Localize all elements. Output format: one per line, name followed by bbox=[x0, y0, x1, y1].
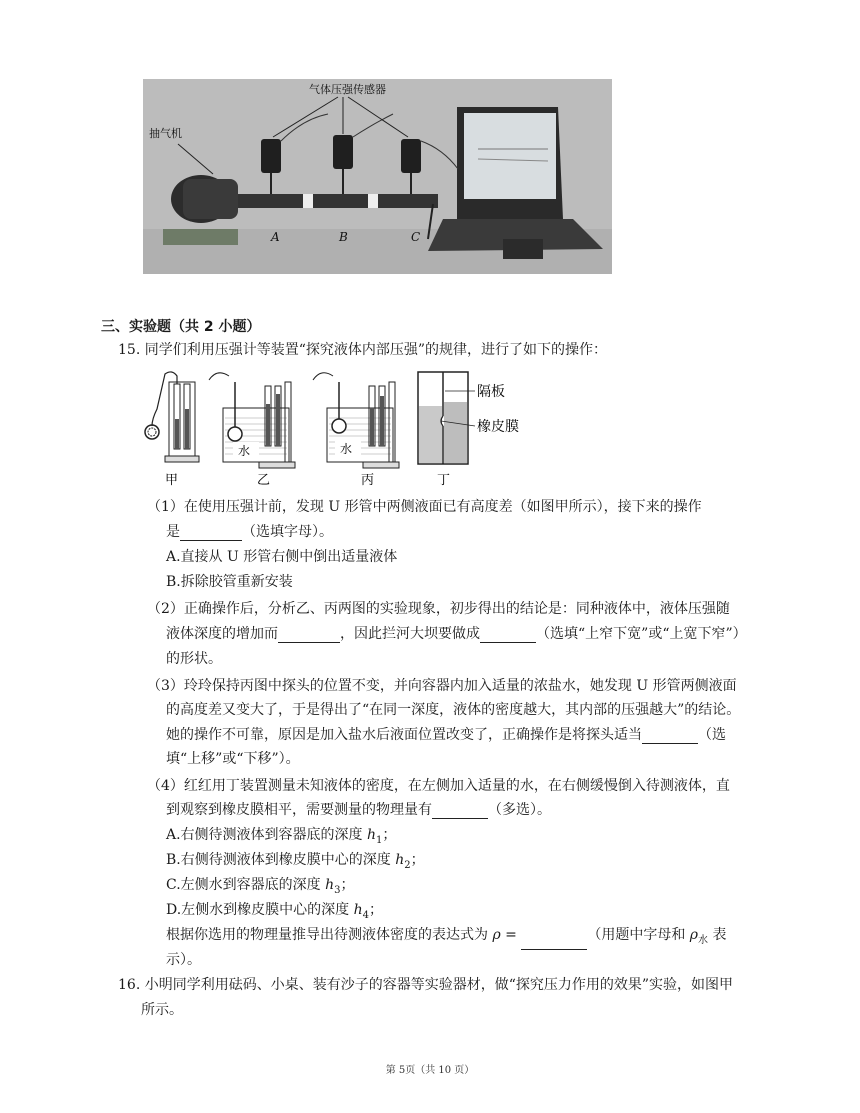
q15-part2-post: （选填“上窄下宽”或“上宽下窄”） bbox=[536, 626, 747, 642]
experiment-photo bbox=[143, 79, 612, 274]
q15-part2-line1: （2）正确操作后，分析乙、丙两图的实验现象，初步得出的结论是：同种液体中，液体压强随 bbox=[147, 601, 730, 617]
q15-part4-line4: 示）。 bbox=[166, 952, 201, 968]
q15-diagram bbox=[137, 364, 552, 494]
label-ding: 丁 bbox=[437, 473, 451, 488]
membrane-label: 橡皮膜 bbox=[477, 419, 519, 435]
q15-part3-post: （选 bbox=[698, 727, 726, 743]
option-c-text: C.左侧水到容器底的深度 bbox=[166, 877, 326, 893]
page-footer: 第 5页（共 10 页） bbox=[385, 1065, 475, 1076]
answer-blank-1[interactable] bbox=[180, 525, 242, 541]
q15-part4-post: （多选）。 bbox=[488, 802, 551, 818]
q15-part2-line3: 的形状。 bbox=[166, 651, 222, 667]
q15-part3-pre: 她的操作不可靠，原因是加入盐水后液面位置改变了，正确操作是将探头适当 bbox=[166, 727, 642, 743]
figure-bing bbox=[313, 373, 399, 488]
answer-blank-3[interactable] bbox=[480, 627, 536, 643]
sub-1: 1 bbox=[376, 834, 383, 846]
q15-part1-line2 bbox=[166, 523, 333, 541]
sub-3: 3 bbox=[334, 884, 341, 896]
semicolon-d: ； bbox=[369, 902, 384, 918]
figure-yi bbox=[209, 373, 295, 488]
water-subscript: 水 bbox=[698, 934, 709, 946]
q15-part4-line1: （4）红红用丁装置测量未知液体的密度，在左侧加入适量的水，在右侧缓慢倒入待测液体，直 bbox=[147, 778, 730, 794]
label-bing: 丙 bbox=[361, 473, 375, 488]
var-h4: h bbox=[353, 902, 363, 918]
q15-part4-expr-mid: （用题中字母和 bbox=[587, 927, 690, 943]
answer-blank-5[interactable] bbox=[432, 803, 488, 819]
sensor-label: 气体压强传感器 bbox=[309, 83, 386, 96]
point-c-label: C bbox=[411, 230, 421, 244]
q15-part1-pre: 是 bbox=[166, 524, 180, 540]
q16-line2: 所示。 bbox=[141, 1002, 183, 1018]
q15-part3-line1: （3）玲玲保持丙图中探头的位置不变，并向容器内加入适量的浓盐水，她发现 U 形管两侧液面 bbox=[147, 678, 737, 694]
semicolon-a: ； bbox=[382, 827, 397, 843]
var-h2: h bbox=[395, 852, 405, 868]
semicolon-c: ； bbox=[340, 877, 355, 893]
q15-part3-line4: 填“上移”或“下移”）。 bbox=[166, 751, 300, 767]
q15-part1-option-b: B.拆除胶管重新安装 bbox=[166, 574, 293, 590]
pump-label: 抽气机 bbox=[149, 127, 182, 140]
answer-blank-2[interactable] bbox=[278, 627, 340, 643]
q15-part3-line2: 的高度差又变大了，于是得出了“在同一深度，液体的密度越大，其内部的压强越大”的结论。 bbox=[166, 702, 741, 718]
q15-part4-option-c bbox=[166, 876, 355, 900]
answer-blank-4[interactable] bbox=[642, 728, 698, 744]
q15-part4-pre: 到观察到橡皮膜相平，需要测量的物理量有 bbox=[166, 802, 432, 818]
q15-part4-option-b bbox=[166, 851, 425, 875]
q15-part2-pre: 液体深度的增加而 bbox=[166, 626, 278, 642]
point-a-label: A bbox=[271, 230, 280, 244]
q15-part3-line3 bbox=[166, 726, 726, 744]
point-b-label: B bbox=[339, 230, 348, 244]
q15-part1-option-a: A.直接从 U 形管右侧中倒出适量液体 bbox=[166, 549, 398, 565]
sub-4: 4 bbox=[362, 909, 370, 921]
figure-jia bbox=[145, 372, 199, 488]
q16-line1: 16. 小明同学利用砝码、小桌、装有沙子的容器等实验器材，做“探究压力作用的效果”实验，如图甲 bbox=[118, 977, 734, 993]
water-label-yi: 水 bbox=[238, 444, 251, 458]
rho-equals: ρ = bbox=[492, 927, 517, 943]
option-b-text: B.右侧待测液体到橡皮膜中心的深度 bbox=[166, 852, 396, 868]
option-d-text: D.左侧水到橡皮膜中心的深度 bbox=[166, 902, 354, 918]
figure-ding bbox=[418, 372, 519, 488]
partition-label: 隔板 bbox=[477, 384, 505, 400]
q15-part4-option-a bbox=[166, 826, 396, 850]
q15-stem: 15. 同学们利用压强计等装置“探究液体内部压强”的规律，进行了如下的操作： bbox=[118, 342, 608, 358]
rho-symbol: ρ bbox=[689, 927, 699, 943]
q15-part4-expr-post: 表 bbox=[708, 927, 727, 943]
q15-part4-line2 bbox=[166, 801, 551, 819]
q15-part2-line2 bbox=[166, 625, 747, 643]
answer-blank-6[interactable] bbox=[521, 934, 587, 950]
sub-2: 2 bbox=[404, 859, 411, 871]
q15-part1-line1: （1）在使用压强计前，发现 U 形管中两侧液面已有高度差（如图甲所示），接下来的操作 bbox=[147, 499, 702, 515]
var-h1: h bbox=[367, 827, 377, 843]
water-label-bing: 水 bbox=[340, 442, 353, 456]
q15-part2-mid: ，因此拦河大坝要做成 bbox=[340, 626, 480, 642]
option-a-text: A.右侧待测液体到容器底的深度 bbox=[166, 827, 368, 843]
q15-part1-post: （选填字母）。 bbox=[242, 524, 333, 540]
q15-part4-line3 bbox=[166, 926, 726, 950]
q15-part4-option-d bbox=[166, 901, 383, 925]
label-yi: 乙 bbox=[257, 473, 271, 488]
semicolon-b: ； bbox=[410, 852, 425, 868]
q15-part4-expr-pre: 根据你选用的物理量推导出待测液体密度的表达式为 bbox=[166, 927, 493, 943]
tube-image bbox=[238, 194, 438, 208]
label-jia: 甲 bbox=[165, 473, 179, 488]
var-h3: h bbox=[325, 877, 335, 893]
section-heading: 三、实验题（共 2 小题） bbox=[101, 319, 261, 335]
